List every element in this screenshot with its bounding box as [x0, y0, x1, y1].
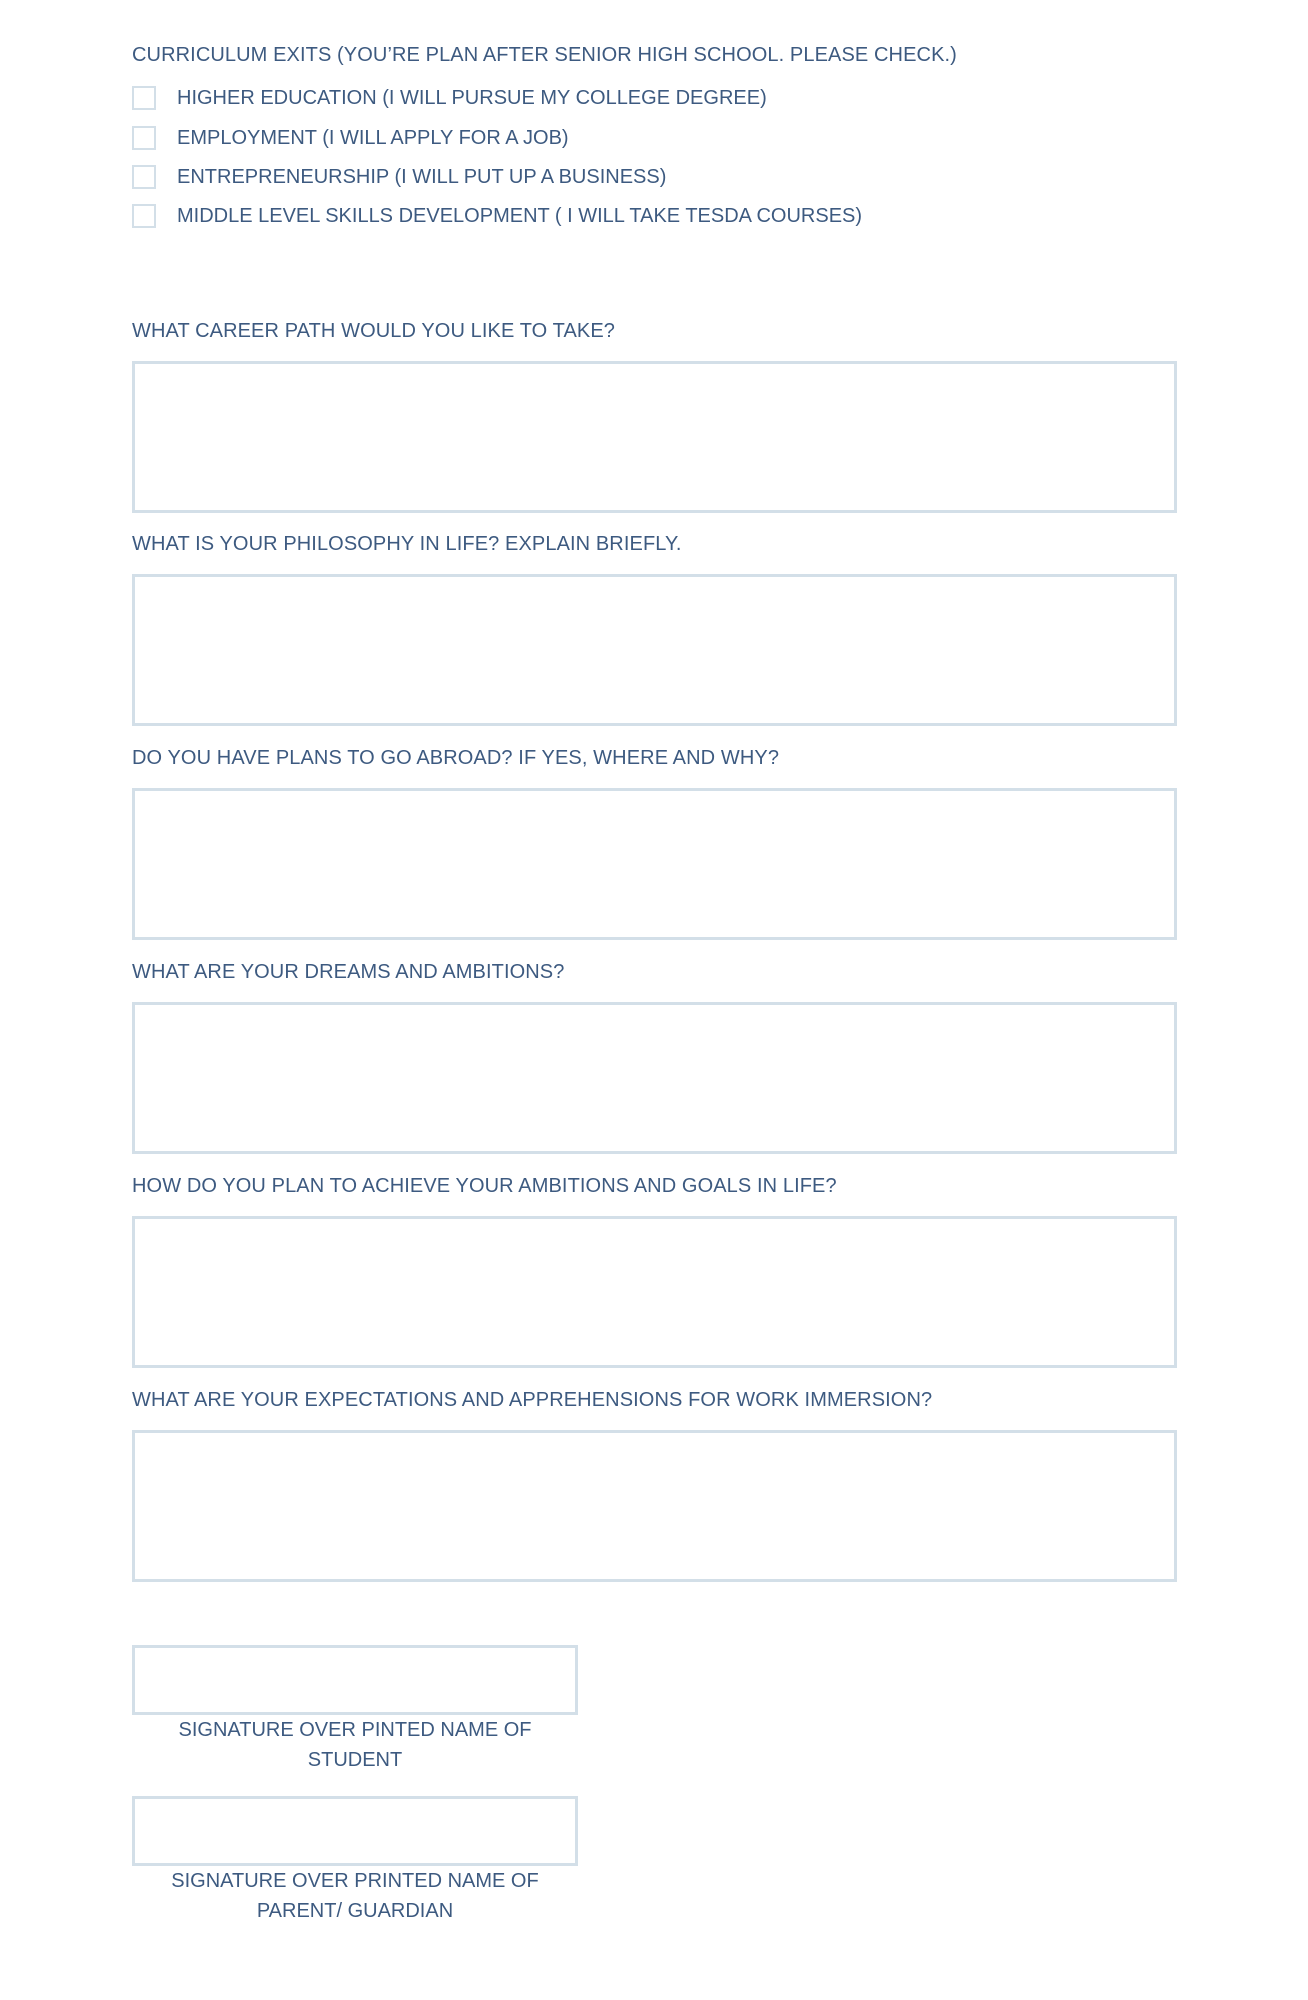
employment-checkbox[interactable] — [132, 126, 156, 150]
entrepreneurship-checkbox[interactable] — [132, 165, 156, 189]
dreams-ambitions-question: WHAT ARE YOUR DREAMS AND AMBITIONS? — [132, 961, 565, 983]
career-path-question: WHAT CAREER PATH WOULD YOU LIKE TO TAKE? — [132, 320, 615, 342]
option-higher-education[interactable] — [132, 83, 767, 113]
option-label: EMPLOYMENT (I WILL APPLY FOR A JOB) — [177, 126, 569, 149]
philosophy-answer[interactable] — [132, 574, 1177, 726]
abroad-plans-question: DO YOU HAVE PLANS TO GO ABROAD? IF YES, WHERE AND WHY? — [132, 747, 780, 769]
option-entrepreneurship[interactable] — [132, 162, 666, 192]
achieve-goals-answer[interactable] — [132, 1216, 1177, 1368]
student-signature-field[interactable] — [132, 1645, 578, 1715]
dreams-ambitions-answer[interactable] — [132, 1002, 1177, 1154]
skills-development-checkbox[interactable] — [132, 204, 156, 228]
higher-education-checkbox[interactable] — [132, 86, 156, 110]
curriculum-exits-title: CURRICULUM EXITS (YOU’RE PLAN AFTER SENIOR HIGH SCHOOL. PLEASE CHECK.) — [132, 44, 957, 66]
option-skills-development[interactable] — [132, 201, 862, 231]
option-label: HIGHER EDUCATION (I WILL PURSUE MY COLLEGE DEGREE) — [177, 86, 767, 109]
abroad-plans-answer[interactable] — [132, 788, 1177, 940]
achieve-goals-question: HOW DO YOU PLAN TO ACHIEVE YOUR AMBITIONS AND GOALS IN LIFE? — [132, 1175, 837, 1197]
option-label: ENTREPRENEURSHIP (I WILL PUT UP A BUSINESS) — [177, 165, 667, 188]
parent-signature-label-line2: PARENT/ GUARDIAN — [256, 1900, 454, 1922]
philosophy-question: WHAT IS YOUR PHILOSOPHY IN LIFE? EXPLAIN BRIEFLY. — [132, 533, 682, 555]
parent-signature-field[interactable] — [132, 1796, 578, 1866]
work-immersion-question: WHAT ARE YOUR EXPECTATIONS AND APPREHENSIONS FOR WORK IMMERSION? — [132, 1389, 933, 1411]
option-label: MIDDLE LEVEL SKILLS DEVELOPMENT ( I WILL TAKE TESDA COURSES) — [177, 204, 863, 227]
work-immersion-answer[interactable] — [132, 1430, 1177, 1582]
career-path-answer[interactable] — [132, 361, 1177, 513]
parent-signature-label-line1: SIGNATURE OVER PRINTED NAME OF — [171, 1870, 539, 1892]
option-employment[interactable] — [132, 123, 569, 153]
student-signature-label: SIGNATURE OVER PINTED NAME OF STUDENT — [178, 1719, 532, 1771]
